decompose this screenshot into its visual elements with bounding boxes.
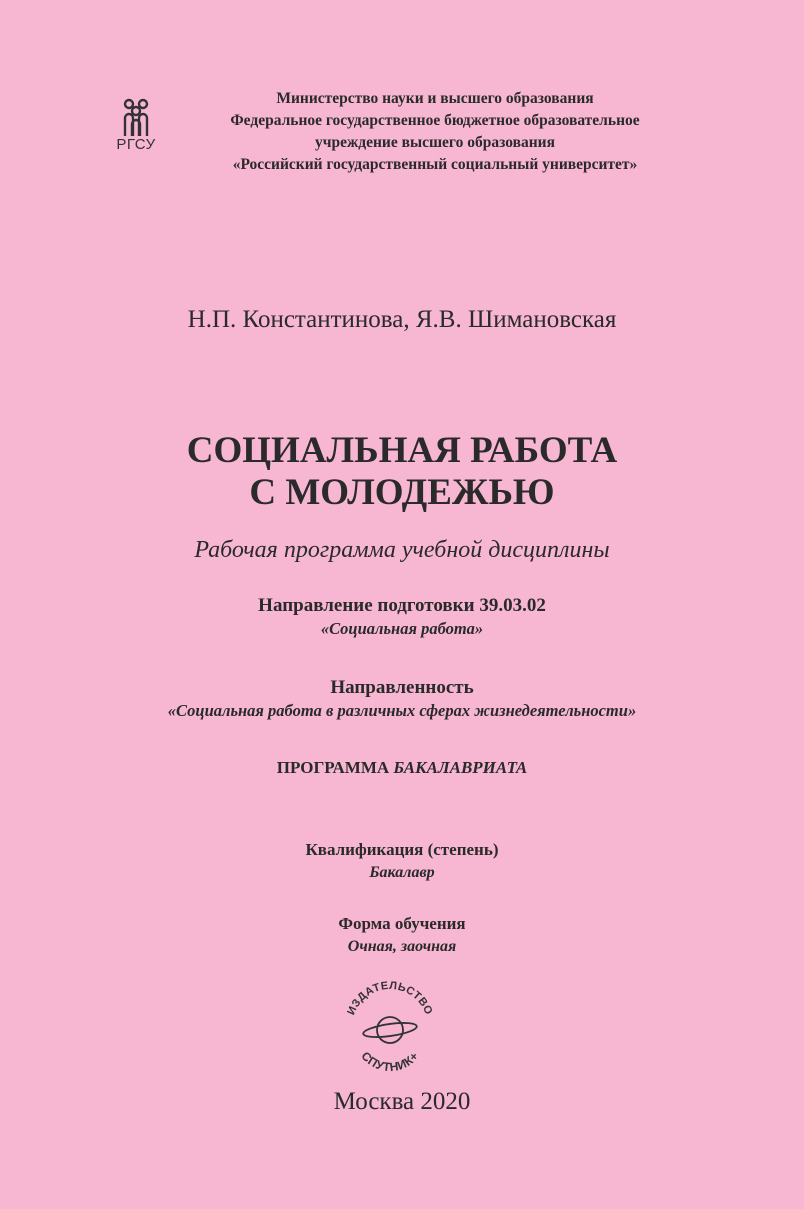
book-title (0, 430, 804, 514)
focus-value: «Социальная работа в различных сферах жизнедеятельности» (167, 701, 637, 720)
qualification-value: Бакалавр (369, 864, 435, 881)
qualification-block (0, 838, 804, 884)
direction-heading: Направление подготовки 39.03.02 (258, 595, 546, 616)
qualification-heading: Квалификация (степень) (305, 840, 499, 859)
subtitle: Рабочая программа учебной дисциплины (194, 537, 610, 563)
institution-line-1: Федеральное государственное бюджетное образовательное (230, 112, 640, 129)
authors: Н.П. Константинова, Я.В. Шимановская (187, 306, 617, 333)
svg-text:СПУТНИК+ (358, 1049, 421, 1074)
program-line (0, 758, 804, 778)
publisher-bottom-text: СПУТНИК+ (358, 1048, 422, 1075)
city-year: Москва 2020 (333, 1088, 471, 1115)
publisher-top-text: ИЗДАТЕЛЬСТВО (345, 979, 435, 1017)
university-logo (104, 96, 168, 160)
study-form-value: Очная, заочная (347, 938, 457, 955)
study-form-block (0, 912, 804, 958)
institution-header (180, 88, 690, 176)
title-line-2: С МОЛОДЕЖЬЮ (249, 472, 555, 513)
university-name: «Российский государственный социальный университет» (232, 156, 638, 173)
institution-line-2: учреждение высшего образования (315, 134, 555, 151)
publisher-emblem-icon (340, 975, 440, 1075)
publisher-logo (340, 975, 440, 1075)
logo-text: РГСУ (116, 136, 156, 153)
program-prefix: ПРОГРАММА (276, 758, 390, 777)
title-line-1: СОЦИАЛЬНАЯ РАБОТА (186, 430, 618, 471)
focus-heading: Направленность (330, 677, 474, 698)
program-suffix: БАКАЛАВРИАТА (393, 758, 528, 777)
rgsu-emblem-icon (114, 96, 158, 140)
focus-block (0, 676, 804, 722)
study-form-heading: Форма обучения (338, 914, 466, 933)
svg-text:ИЗДАТЕЛЬСТВО (345, 980, 434, 1017)
direction-block (0, 594, 804, 640)
ministry-line: Министерство науки и высшего образования (276, 90, 594, 107)
direction-value: «Социальная работа» (320, 619, 484, 638)
